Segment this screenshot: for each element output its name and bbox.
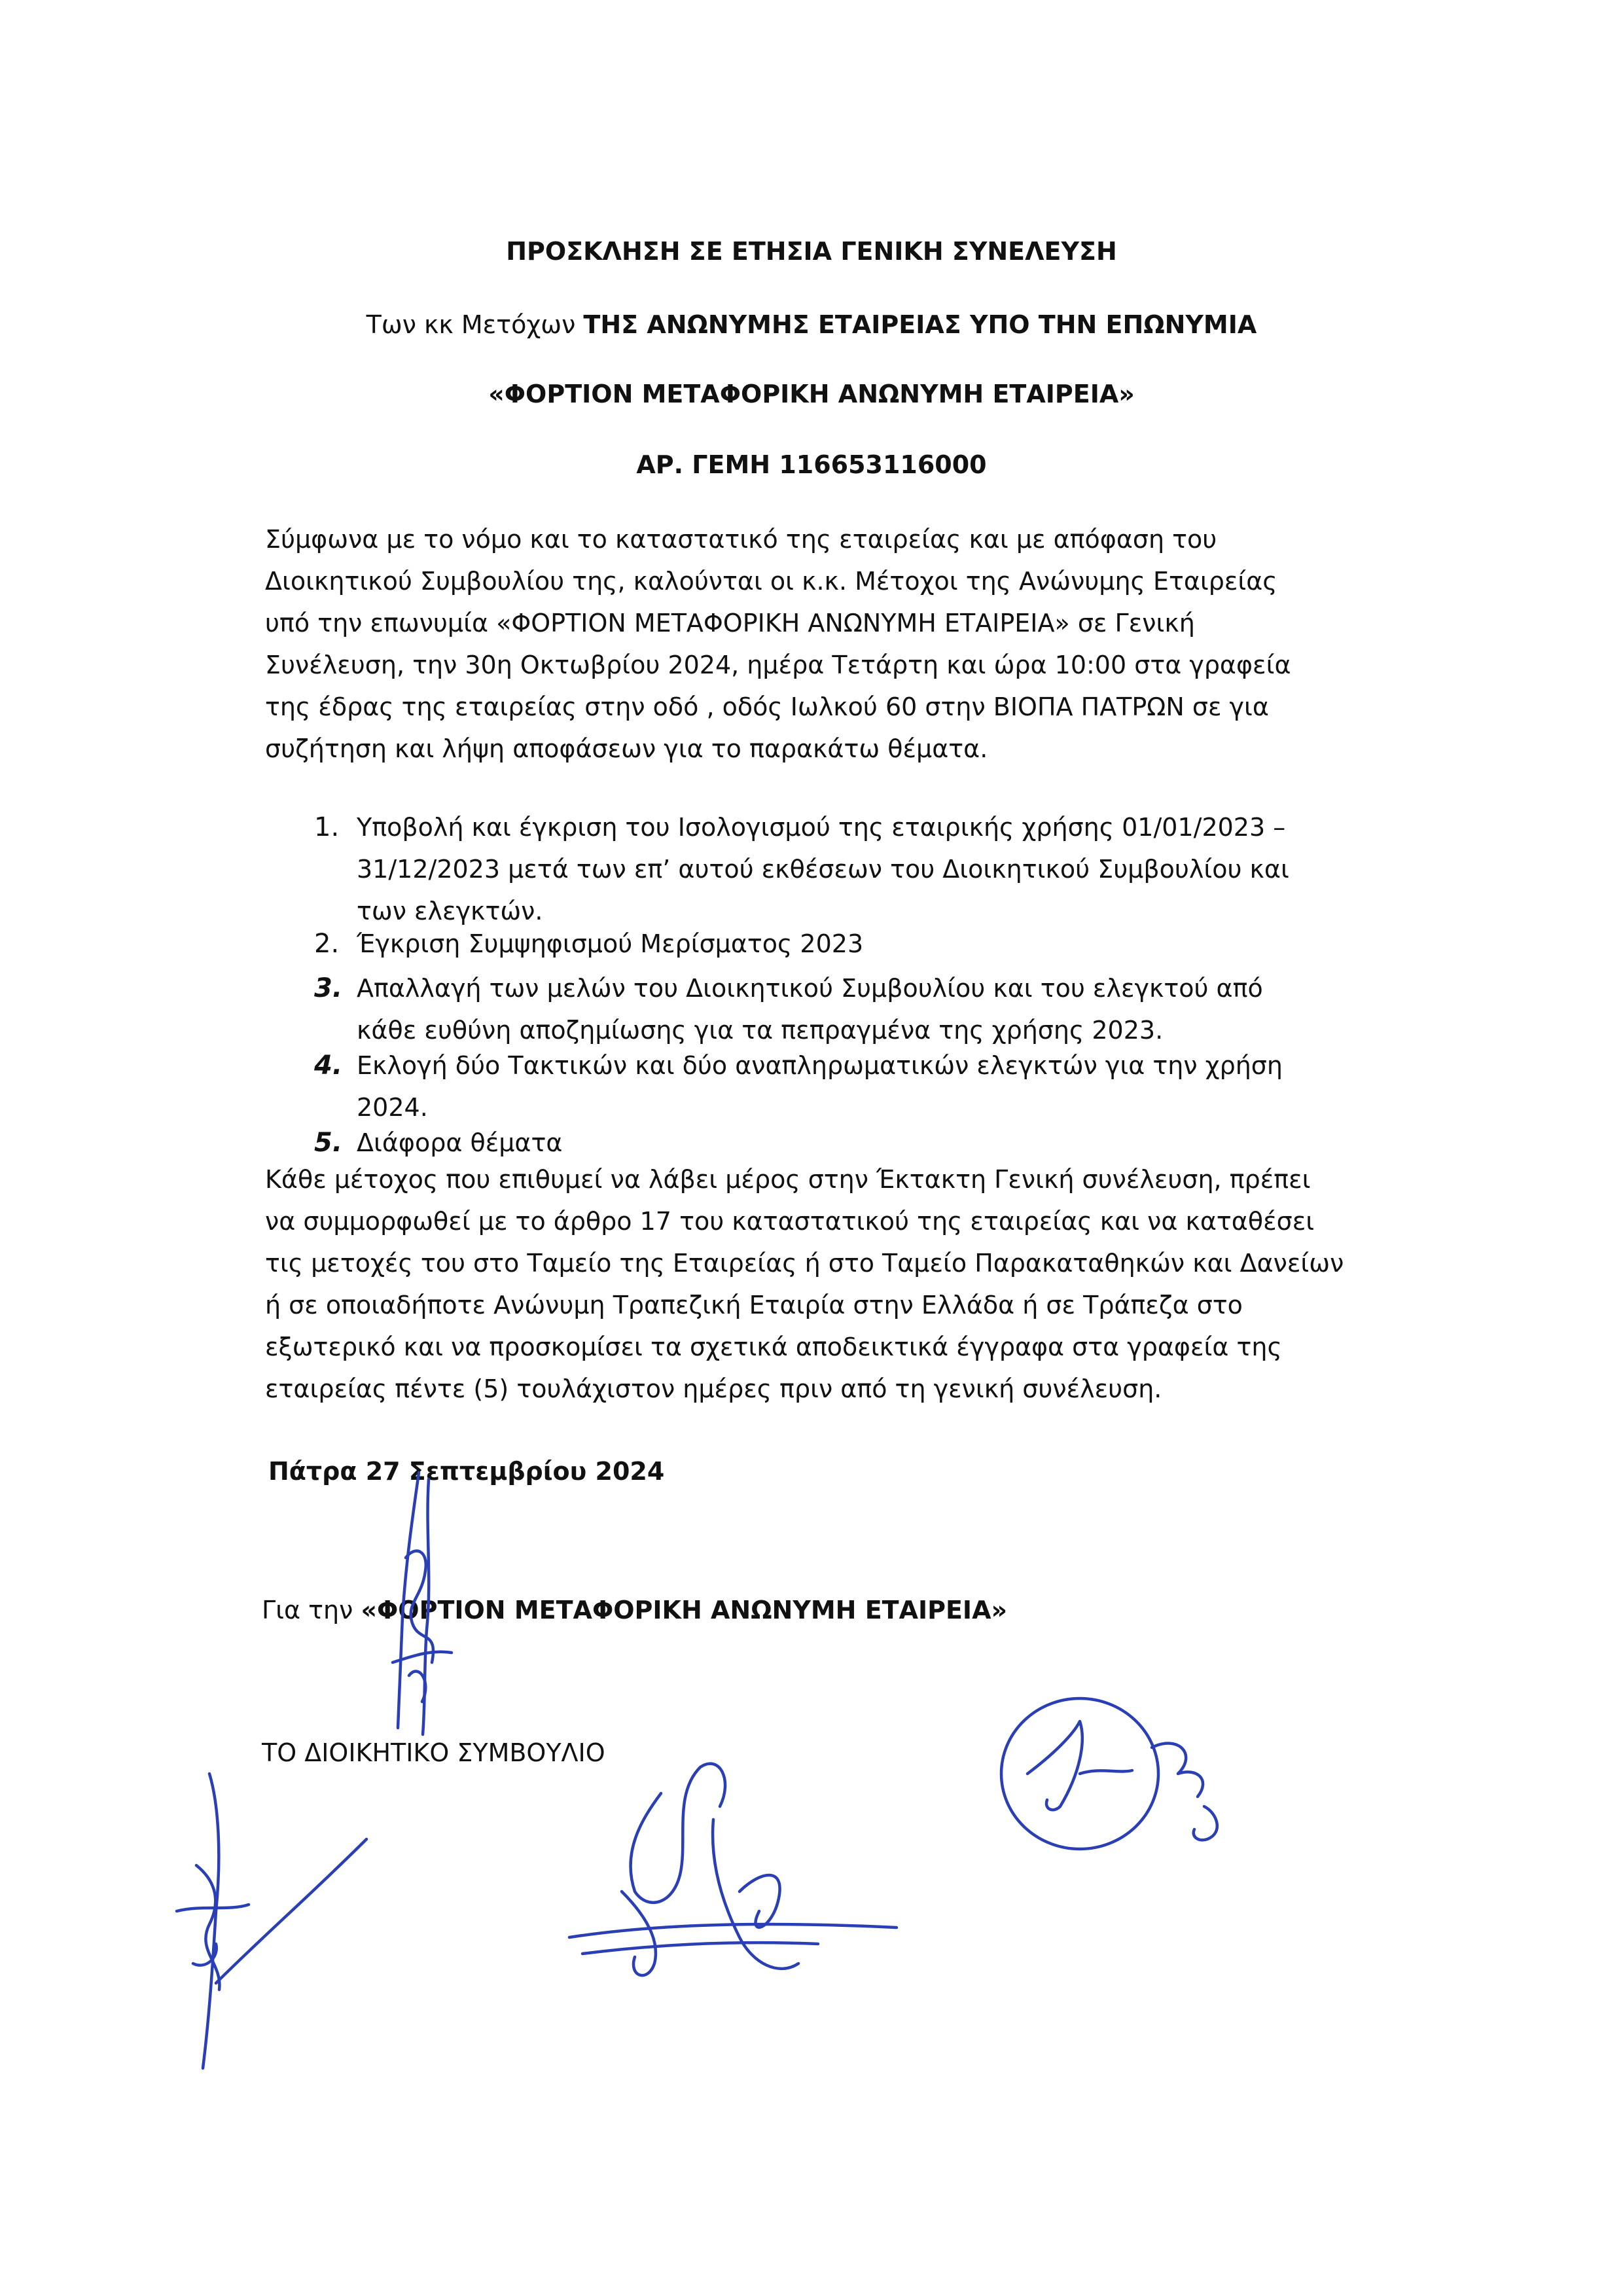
agenda-text: των ελεγκτών. — [357, 897, 543, 925]
participation-line: τις μετοχές του στο Ταμείο της Εταιρείας ή στο Ταμείο Παρακαταθηκών και Δανείων — [265, 1249, 1344, 1278]
intro-paragraph — [265, 518, 1391, 770]
participation-paragraph — [265, 1158, 1391, 1410]
recipients-prefix: Των κκ Μετόχων — [366, 310, 584, 339]
company-name-heading: «ΦΟΡΤΙΟΝ ΜΕΤΑΦΟΡΙΚΗ ΑΝΩΝΥΜΗ ΕΤΑΙΡΕΙΑ» — [488, 380, 1135, 408]
on-behalf-prefix: Για την — [262, 1596, 361, 1624]
participation-line: ή σε οποιαδήποτε Ανώνυμη Τραπεζική Εταιρία στην Ελλάδα ή σε Τράπεζα στο — [265, 1291, 1243, 1319]
intro-line: της έδρας της εταιρείας στην οδό , οδός Ιωλκού 60 στην ΒΙΟΠΑ ΠΑΤΡΩΝ σε για — [265, 692, 1269, 721]
agenda-number: 3. — [314, 973, 343, 1003]
place-date: Πάτρα 27 Σεπτεμβρίου 2024 — [268, 1457, 665, 1486]
agenda-text: Έγκριση Συμψηφισμού Μερίσματος 2023 — [357, 929, 864, 958]
document-title: ΠΡΟΣΚΛΗΣΗ ΣΕ ΕΤΗΣΙΑ ΓΕΝΙΚΗ ΣΥΝΕΛΕΥΣΗ — [506, 237, 1117, 266]
agenda-text: Υποβολή και έγκριση του Ισολογισμού της εταιρικής χρήσης 01/01/2023 – — [357, 813, 1286, 842]
handwritten-signature-circle — [982, 1676, 1257, 1872]
agenda-text: Απαλλαγή των μελών του Διοικητικού Συμβουλίου και του ελεγκτού από — [357, 974, 1263, 1003]
handwritten-signature-3 — [543, 1741, 910, 2016]
participation-line: εταιρείας πέντε (5) τουλάχιστον ημέρες πριν από τη γενική συνέλευση. — [265, 1374, 1162, 1403]
gemi-number: ΑΡ. ΓΕΜΗ 116653116000 — [636, 450, 987, 479]
agenda-number: 2. — [314, 929, 340, 959]
agenda-text: Εκλογή δύο Τακτικών και δύο αναπληρωματικών ελεγκτών για την χρήση — [357, 1051, 1283, 1080]
intro-line: Συνέλευση, την 30η Οκτωβρίου 2024, ημέρα Τετάρτη και ώρα 10:00 στα γραφεία — [265, 651, 1291, 679]
agenda-text: 2024. — [357, 1093, 428, 1122]
agenda-text: κάθε ευθύνη αποζημίωσης για τα πεπραγμένα της χρήσης 2023. — [357, 1016, 1164, 1045]
agenda-text: 31/12/2023 μετά των επ’ αυτού εκθέσεων του Διοικητικού Συμβουλίου και — [357, 855, 1289, 884]
intro-line: υπό την επωνυμία «ΦΟΡΤΙΟΝ ΜΕΤΑΦΟΡΙΚΗ ΑΝΩΝΥΜΗ ΕΤΑΙΡΕΙΑ» σε Γενική — [265, 609, 1195, 637]
agenda-text: Διάφορα θέματα — [357, 1128, 563, 1157]
agenda-number: 1. — [314, 812, 340, 842]
recipients-line — [0, 308, 1623, 342]
agenda-number: 5. — [314, 1128, 343, 1158]
handwritten-signature-1 — [366, 1466, 471, 1741]
participation-line: εξωτερικό και να προσκομίσει τα σχετικά αποδεικτικά έγγραφα στα γραφεία της — [265, 1333, 1282, 1361]
intro-line: συζήτηση και λήψη αποφάσεων για το παρακάτω θέματα. — [265, 734, 988, 763]
intro-line: Σύμφωνα με το νόμο και το καταστατικό της εταιρείας και με απόφαση του — [265, 525, 1217, 554]
agenda-number: 4. — [314, 1050, 343, 1081]
participation-line: να συμμορφωθεί με το άρθρο 17 του καταστατικού της εταιρείας και να καταθέσει — [265, 1207, 1315, 1236]
intro-line: Διοικητικού Συμβουλίου της, καλούνται οι κ.κ. Μέτοχοι της Ανώνυμης Εταιρείας — [265, 567, 1277, 596]
on-behalf-company: «ΦΟΡΤΙΟΝ ΜΕΤΑΦΟΡΙΚΗ ΑΝΩΝΥΜΗ ΕΤΑΙΡΕΙΑ» — [361, 1596, 1008, 1624]
board-signature-label: ΤΟ ΔΙΟΙΚΗΤΙΚΟ ΣΥΜΒΟΥΛΙΟ — [262, 1738, 605, 1767]
handwritten-signature-2 — [157, 1767, 393, 2081]
participation-line: Κάθε μέτοχος που επιθυμεί να λάβει μέρος στην Έκτακτη Γενική συνέλευση, πρέπει — [265, 1165, 1311, 1194]
recipients-company-type: ΤΗΣ ΑΝΩΝΥΜΗΣ ΕΤΑΙΡΕΙΑΣ ΥΠΟ ΤΗΝ ΕΠΩΝΥΜΙΑ — [583, 310, 1257, 339]
